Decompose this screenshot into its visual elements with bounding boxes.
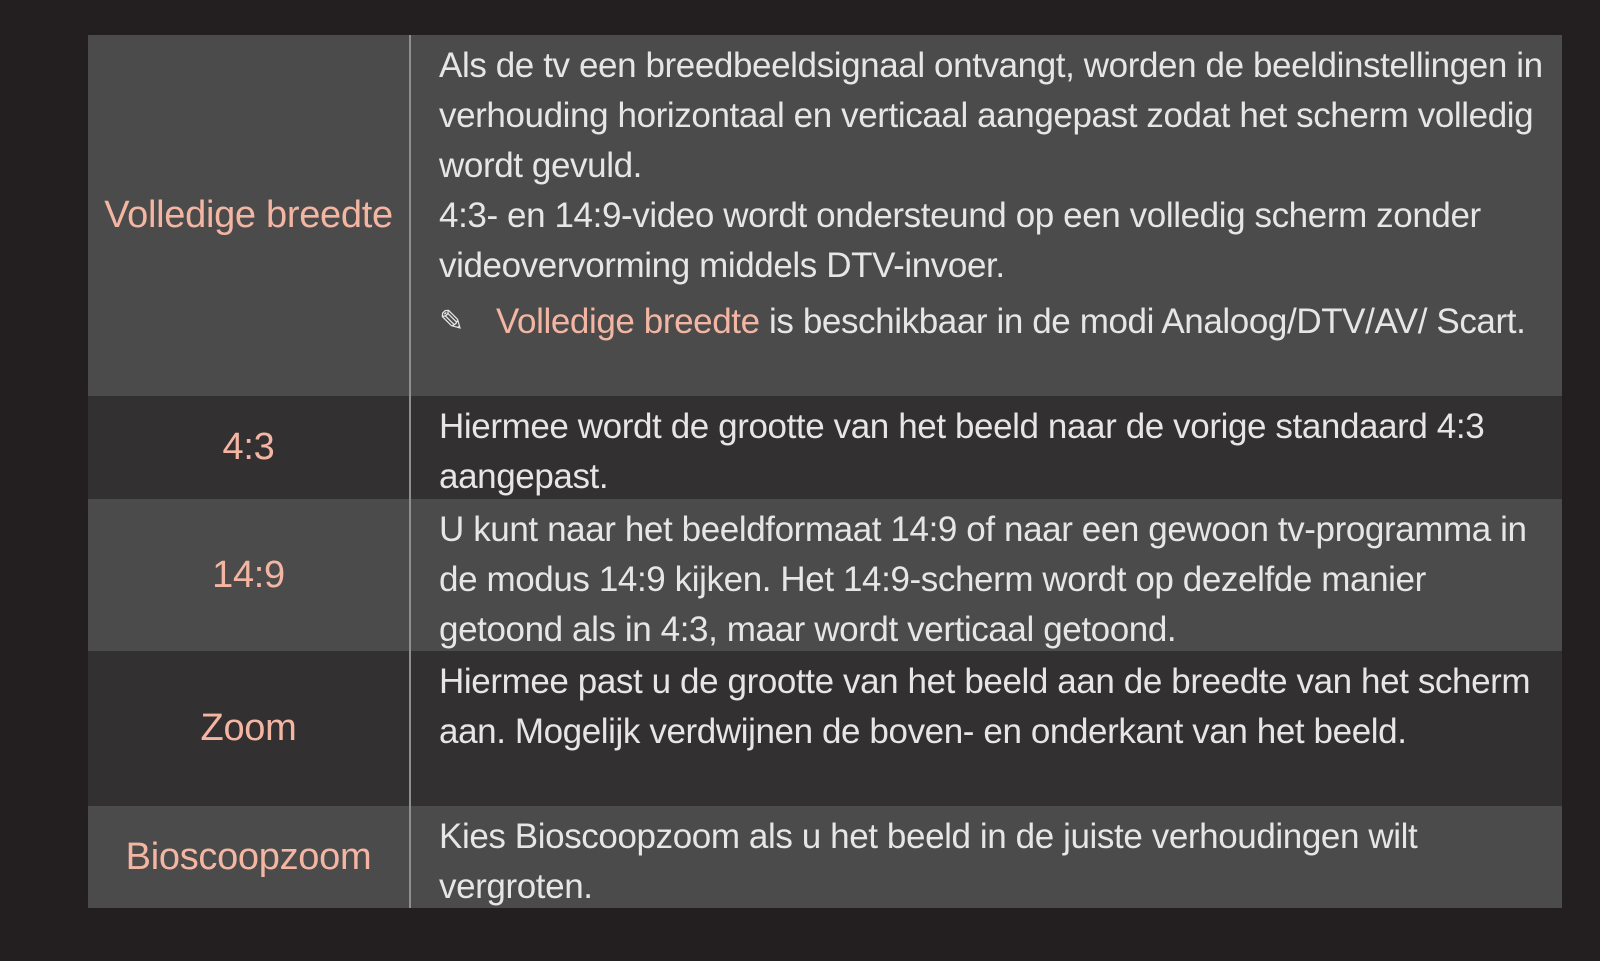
row-description (411, 499, 1562, 651)
table-row-zoom (88, 651, 1562, 806)
table-row-14-9 (88, 499, 1562, 651)
note (439, 297, 1552, 347)
table-row-full-width (88, 35, 1562, 396)
row-description (411, 35, 1562, 396)
description-paragraph: Kies Bioscoopzoom als u het beeld in de juiste verhoudingen wilt vergroten. (439, 817, 1418, 906)
note-text (496, 297, 1552, 347)
description-paragraph: U kunt naar het beeldformaat 14:9 of naar een gewoon tv-programma in de modus 14:9 kijken. Het 14:9-scherm wordt op dezelfde manier getoond als in 4:3, maar wordt verticaal getoond. (439, 510, 1527, 649)
row-label: 14:9 (88, 499, 411, 651)
row-description (411, 806, 1562, 908)
row-description (411, 396, 1562, 499)
description-paragraph: 4:3- en 14:9-video wordt ondersteund op een volledig scherm zonder videovervorming middels DTV-invoer. (439, 196, 1481, 285)
row-label: Bioscoopzoom (88, 806, 411, 908)
aspect-ratio-table (88, 35, 1562, 908)
note-body: is beschikbaar in de modi Analoog/DTV/AV/ Scart. (759, 302, 1526, 341)
pencil-note-icon: ✎ (439, 305, 464, 338)
row-description (411, 651, 1562, 806)
row-label: Volledige breedte (88, 35, 411, 396)
table-row-cinema-zoom (88, 806, 1562, 908)
row-label: 4:3 (88, 396, 411, 499)
description-paragraph: Hiermee past u de grootte van het beeld aan de breedte van het scherm aan. Mogelijk verdwijnen de boven- en onderkant van het beeld. (439, 662, 1531, 751)
row-label: Zoom (88, 651, 411, 806)
description-paragraph: Hiermee wordt de grootte van het beeld naar de vorige standaard 4:3 aangepast. (439, 407, 1485, 496)
note-highlight: Volledige breedte (496, 302, 760, 341)
description-paragraph: Als de tv een breedbeeldsignaal ontvangt, worden de beeldinstellingen in verhouding horizontaal en verticaal aangepast zodat het scherm volledig wordt gevuld. (439, 46, 1543, 185)
table-row-4-3 (88, 396, 1562, 499)
